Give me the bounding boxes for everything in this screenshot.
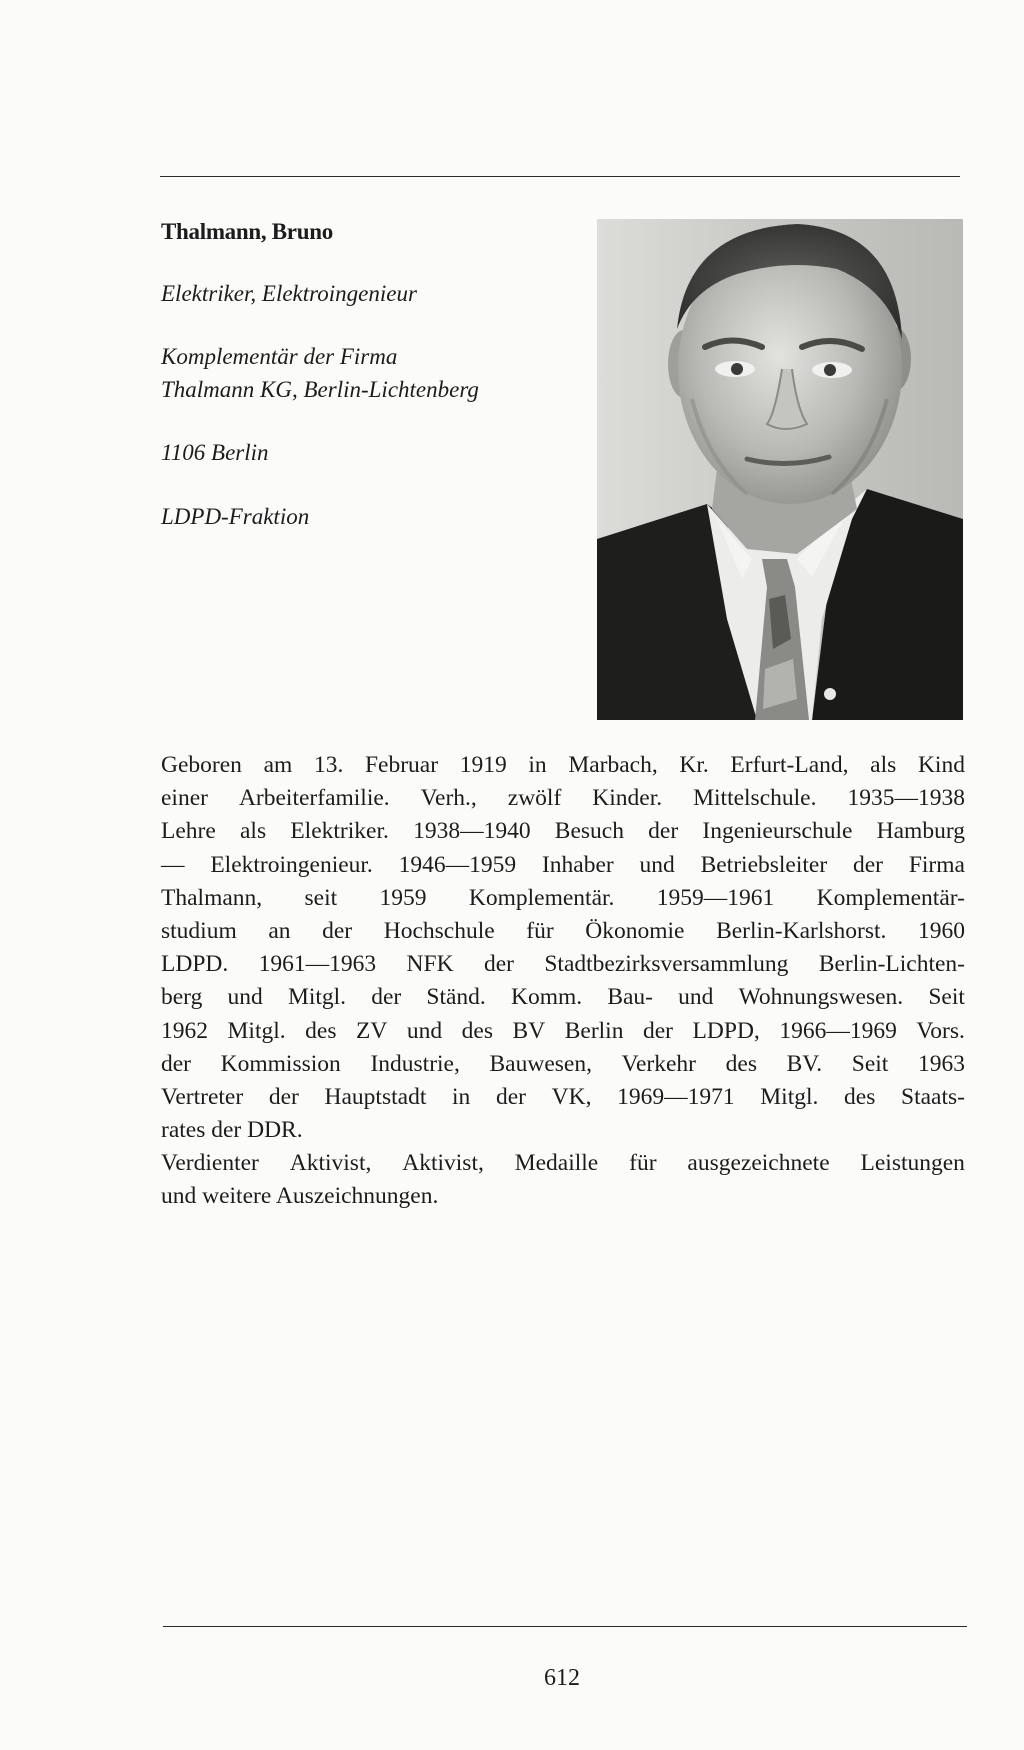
page-number: 612 [544,1665,580,1691]
biography-line [161,849,965,882]
bio-word: 1966—1969 [779,1017,897,1044]
bio-word: Stadtbezirksversammlung [544,951,789,978]
bio-word: 1963 [917,1050,965,1077]
portrait-illustration [597,219,963,720]
bio-word: Ökonomie [585,917,685,944]
bio-word: des [461,1017,493,1044]
bio-word: ausgezeichnete [687,1150,830,1177]
bio-word: Lehre [161,818,216,845]
bio-word: in [452,1083,471,1110]
bio-word: 1959 [379,884,427,911]
bio-word: Komplementär- [816,884,965,911]
bio-word: und [678,984,714,1011]
bio-word: ZV [356,1017,388,1044]
bio-word: Besuch [554,818,624,845]
bio-word: berg [161,984,203,1011]
bio-word: Industrie, [370,1050,460,1077]
bio-word: Bauwesen, [489,1050,592,1077]
bio-word: seit [304,884,338,911]
bio-word: und [227,984,263,1011]
bio-word: zwölf [507,785,562,812]
bio-word: 1959—1961 [656,884,775,911]
biography-line [161,1048,965,1081]
bio-word: BV [512,1017,546,1044]
bio-word: Wohnungswesen. [738,984,904,1011]
bio-word: der [495,1083,526,1110]
biography [161,749,965,1214]
bio-word: Kr. [679,752,709,778]
bio-word: Februar [364,752,439,778]
bio-word: 1946—1959 [398,851,517,878]
bio-word: LDPD, [692,1017,760,1044]
bio-word: der [483,951,514,978]
bio-word: Marbach, [568,752,658,778]
entry-profession: Elektriker, Elektroingenieur [161,281,417,306]
bio-word: der [648,818,679,845]
bio-word: Erfurt-Land, [730,752,849,778]
bio-word: Verh., [420,785,477,812]
bio-word: Berlin-Karlshorst. [716,917,887,944]
bio-word: Ständ. [426,984,486,1011]
bio-word: Hochschule [383,917,495,944]
bio-word: 13. [313,752,344,778]
bio-word: Betriebsleiter [700,851,828,878]
bio-word: 1962 [161,1017,208,1044]
bio-word: Inhaber [541,851,614,878]
biography-line: und weitere Auszeichnungen. [161,1183,439,1210]
biography-line [161,1015,965,1048]
bottom-rule [163,1626,967,1627]
bio-word: Ingenieurschule [702,818,853,845]
bio-word: des [844,1083,876,1110]
bio-word: Seit [928,984,965,1011]
bio-word: VK, [551,1083,592,1110]
bio-word: Firma [908,851,965,878]
bio-word: Berlin-Lichten- [818,951,965,978]
bio-word: einer [161,785,208,812]
bio-word: als [240,818,267,845]
bio-word: der [322,917,353,944]
biography-line [161,915,965,948]
entry-faction: LDPD-Fraktion [161,504,310,529]
bio-word: für [629,1150,657,1177]
bio-word: 1919 [459,752,507,778]
bio-word: Verdienter [161,1150,259,1177]
bio-word: an [268,917,291,944]
bio-word: BV. [786,1050,823,1077]
bio-word: der [371,984,402,1011]
bio-word: in [528,752,547,778]
bio-word: Geboren [161,752,242,778]
bio-word: Hauptstadt [324,1083,427,1110]
portrait-photo [597,219,963,720]
bio-word: für [526,917,554,944]
bio-word: Komplementär. [468,884,615,911]
bio-word: 1969—1971 [617,1083,735,1110]
top-rule [160,176,960,177]
biography-line [161,1081,965,1114]
biography-line: rates der DDR. [161,1117,303,1144]
bio-word: Seit [851,1050,889,1077]
bio-word: Kind [917,752,965,778]
entry-address: 1106 Berlin [161,440,269,465]
bio-word: und [639,851,675,878]
biography-line [161,1147,965,1180]
bio-word: Arbeiterfamilie. [238,785,390,812]
bio-word: und [406,1017,443,1044]
bio-word: der [161,1050,192,1077]
bio-word: Medaille [514,1150,599,1177]
bio-word: Verkehr [621,1050,696,1077]
bio-word: am [263,752,293,778]
bio-word: Staats- [901,1083,965,1110]
bio-word: der [268,1083,299,1110]
bio-word: Bau- [607,984,653,1011]
biography-line [161,981,965,1014]
entry-name: Thalmann, Bruno [161,219,333,244]
bio-word: Leistungen [860,1150,965,1177]
biography-line [161,749,965,782]
bio-word: Elektriker. [290,818,389,845]
biography-line [161,948,965,981]
bio-word: Kinder. [592,785,663,812]
bio-word: Vertreter [161,1083,244,1110]
bio-word: der [643,1017,674,1044]
bio-word: 1938—1940 [413,818,531,845]
bio-word: des [725,1050,757,1077]
bio-word: Mitgl. [287,984,347,1011]
bio-word: studium [161,917,237,944]
bio-word: Komm. [510,984,583,1011]
bio-word: 1961—1963 [258,951,377,978]
entry-position-line2: Thalmann KG, Berlin-Lichtenberg [161,377,479,402]
bio-word: 1960 [918,917,965,944]
bio-word: Aktivist, [289,1150,372,1177]
bio-word: LDPD. [161,951,229,978]
bio-word: Aktivist, [402,1150,484,1177]
bio-word: 1935—1938 [847,785,965,812]
biography-line [161,815,965,848]
bio-word: NFK [406,951,454,978]
entry-position-line1: Komplementär der Firma [161,344,398,369]
bio-word: Mitgl. [227,1017,286,1044]
bio-word: Elektroingenieur. [210,851,373,878]
bio-word: Thalmann, [161,884,263,911]
bio-word: Mittelschule. [693,785,817,812]
bio-word: Hamburg [876,818,965,845]
biography-line [161,882,965,915]
bio-word: der [852,851,883,878]
bio-word: — [161,851,185,878]
bio-word: Mitgl. [760,1083,819,1110]
bio-word: Kommission [220,1050,341,1077]
bio-word: des [305,1017,337,1044]
bio-word: Vors. [916,1017,965,1044]
bio-word: Berlin [564,1017,624,1044]
biography-line [161,782,965,815]
bio-word: als [870,752,897,778]
